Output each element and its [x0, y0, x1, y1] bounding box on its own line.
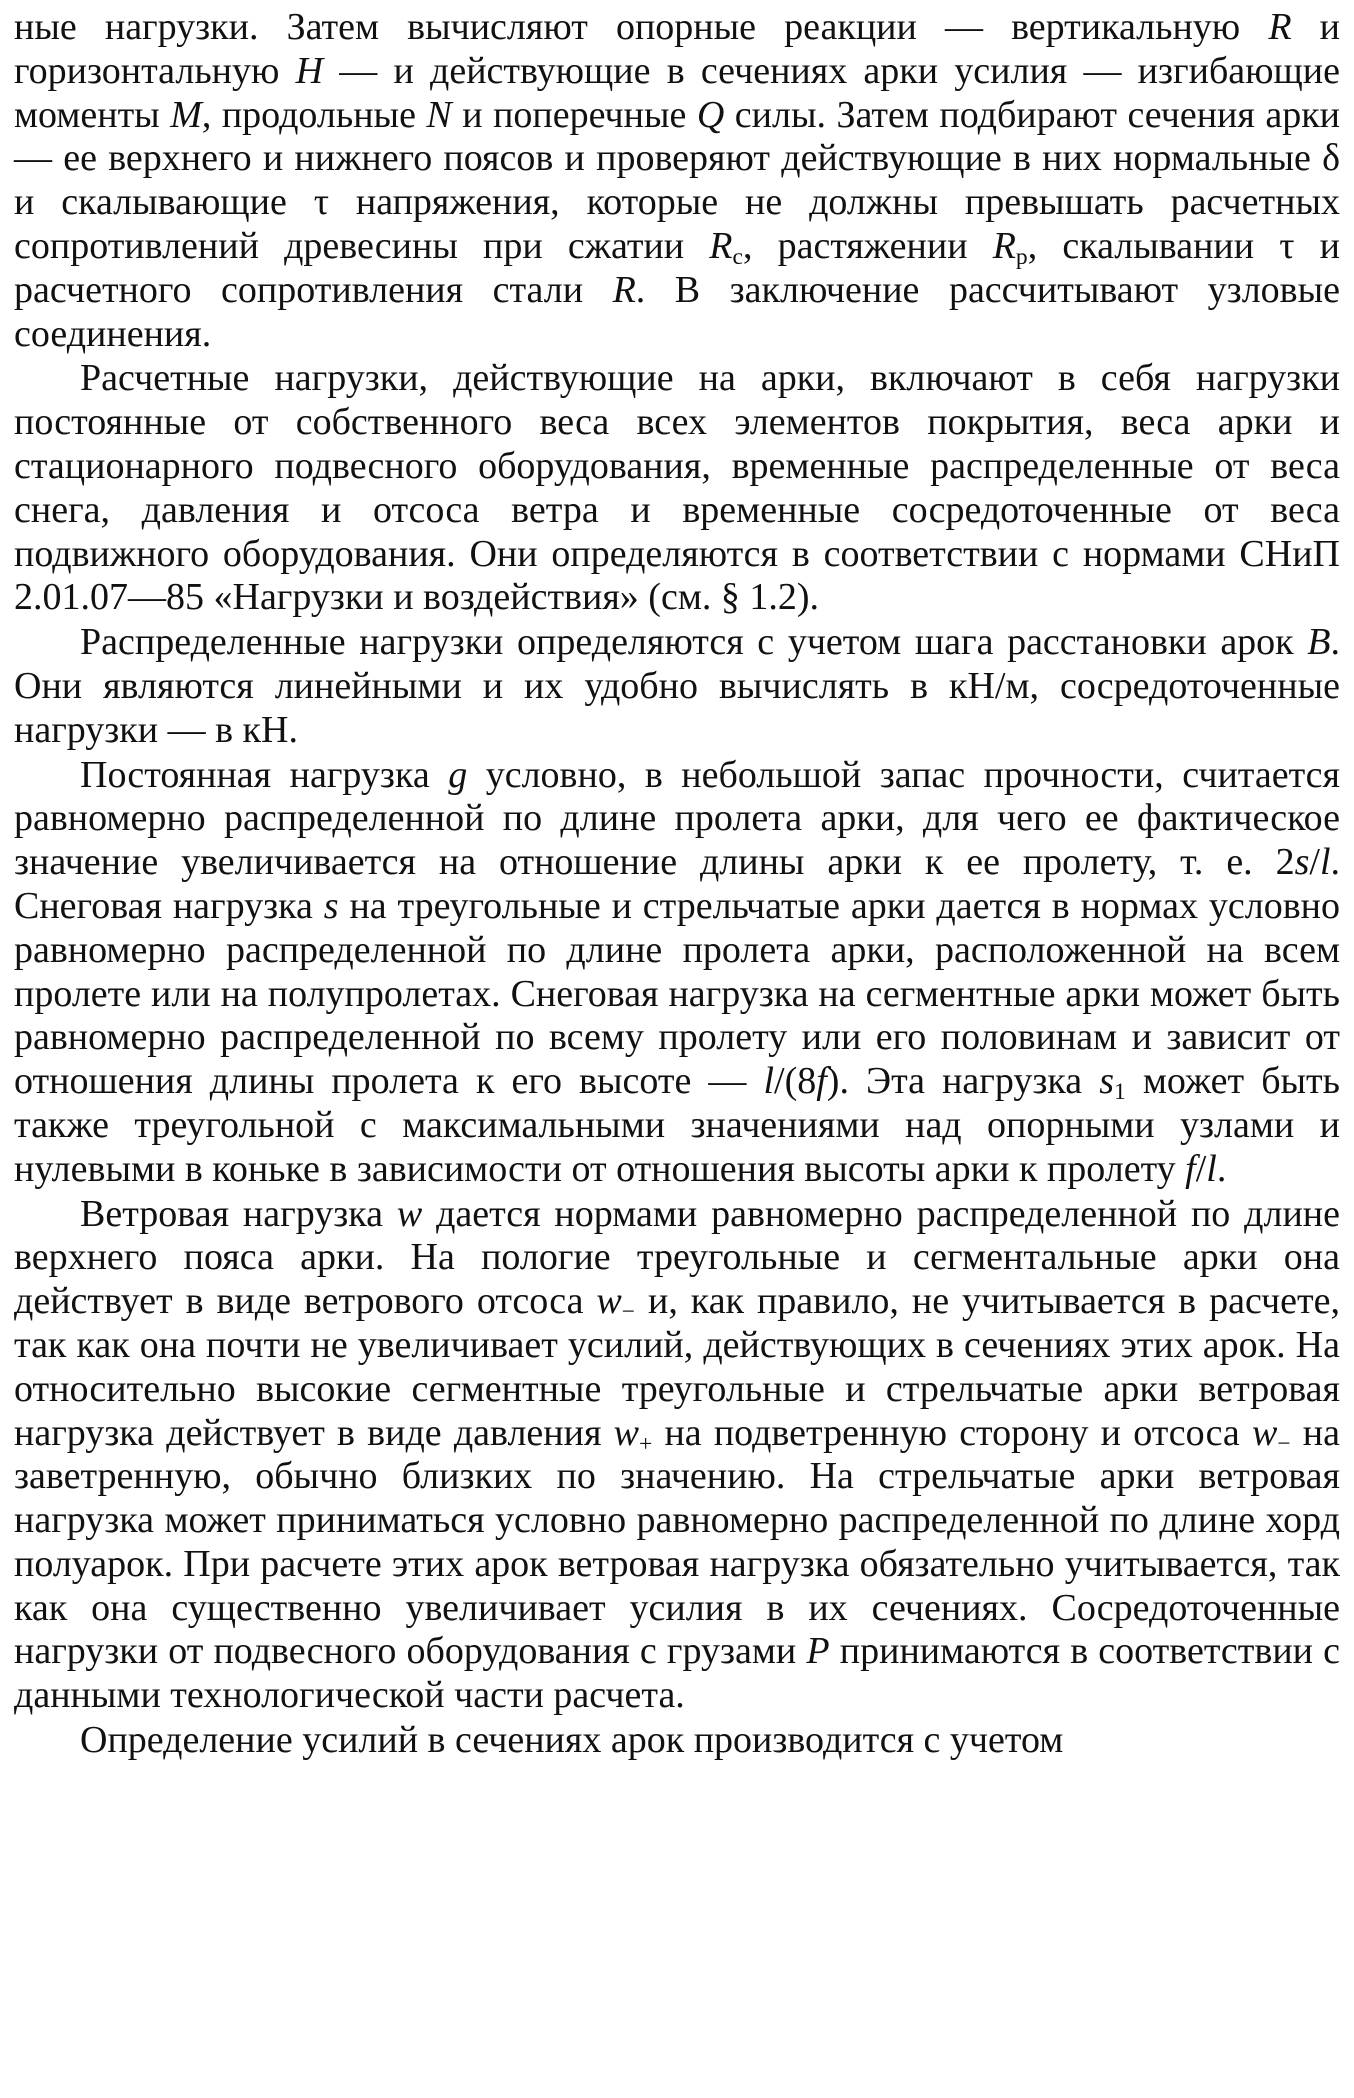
subscript: с — [732, 243, 743, 270]
paragraph-p6 — [14, 1719, 1340, 1763]
text-run: на заветренную, обычно близких по значению. На стрельчатые арки ветровая нагрузка может приниматься условно равномерно распределенной по длине хорд полуарок. При расчете этих арок ветровая нагрузка обязательно учитывается, так как она существенно увеличивает усилия в их сечениях. Сосредоточенные нагрузки от подвесного оборудования с грузами — [14, 1411, 1340, 1673]
math-variable: l — [1319, 841, 1331, 884]
text-run: /(8 — [774, 1060, 817, 1103]
math-variable: B — [1307, 621, 1331, 664]
text-run: . Они являются линейными и их удобно вычислять в кН/м, сосредоточенные нагрузки — в кН. — [14, 621, 1340, 751]
text-run: дается нормами равномерно распределенной по длине верхнего пояса арки. На пологие треугольные и сегментальные арки она действует в виде ветрового отсоса — [14, 1192, 1340, 1323]
subscript: р — [1015, 243, 1028, 270]
text-run: Постоянная нагрузка — [80, 753, 449, 796]
paragraph-p4 — [14, 754, 1340, 1192]
math-variable: N — [426, 93, 452, 136]
math-variable: w — [396, 1192, 423, 1235]
text-run: , продольные — [201, 93, 427, 136]
paragraph-p5 — [14, 1193, 1340, 1719]
text-run: и, как правило, не учитывается в расчете, так как она почти не увеличивает усилий, действующих в сечениях этих арок. На относительно высокие сегментные треугольные и стрельчатые арки ветровая нагрузка действует в виде давления — [14, 1280, 1340, 1454]
text-run: принимаются в соответствии с данными технологической части расчета. — [14, 1630, 1341, 1717]
text-run: на треугольные и стрельчатые арки дается в нормах условно равномерно распределенной по длине пролета арки, расположенной на всем пролете или на полупролетах. Снеговая нагрузка на сегментные арки может быть равномерно распределенной по всему пролету или его половинам и зависит от отношения длины пролета к его высоте — — [14, 884, 1340, 1103]
text-run: может быть также треугольной с максимальными значениями над опорными узлами и нулевыми в коньке в зависимости от отношения высоты арки к пролету — [14, 1060, 1340, 1190]
math-variable: f — [816, 1060, 827, 1103]
math-variable: s — [323, 884, 339, 927]
paragraph-p2 — [14, 357, 1340, 620]
math-variable: R — [1268, 6, 1292, 48]
text-run: на подветренную сторону и отсоса — [652, 1411, 1252, 1454]
math-variable: R — [612, 268, 636, 311]
math-variable: g — [448, 753, 468, 796]
text-run: / — [1309, 841, 1320, 884]
math-variable: w — [596, 1280, 622, 1323]
paragraph-p1 — [14, 6, 1340, 356]
text-run: / — [1195, 1147, 1207, 1190]
text-run: ). Эта нагрузка — [826, 1060, 1100, 1103]
math-variable: l — [1206, 1147, 1217, 1190]
text-run: условно, в небольшой запас прочности, считается равномерно распределенной по длине пролета арки, для чего ее фактическое значение увеличивается на отношение длины арки к ее пролету, т. е. 2 — [14, 753, 1340, 884]
text-run: . Снеговая нагрузка — [14, 841, 1340, 927]
text-run: силы. Затем подбирают сечения арки — ее верхнего и нижнего поясов и проверяют действующие в них нормальные δ и скалывающие τ напряжения, которые не должны превышать расчетных сопротивлений древесины при сжатии — [14, 93, 1340, 267]
text-run: . В заключение рассчитывают узловые соединения. — [14, 268, 1340, 355]
text-run: Определение усилий в сечениях арок производится с учетом — [80, 1719, 1064, 1762]
text-run: и поперечные — [451, 93, 697, 136]
text-run: . — [1216, 1147, 1227, 1190]
subscript: + — [639, 1430, 653, 1457]
text-run: Расчетные нагрузки, действующие на арки, включают в себя нагрузки постоянные от собственного веса всех элементов покрытия, веса арки и стационарного подвесного оборудования, временные распределенные от веса снега, давления и отсоса ветра и временные сосредоточенные от веса подвижного оборудования. Они определяются в соответствии с нормами СНиП 2.01.07—85 «Нагрузки и воздействия» (см. § 1.2). — [14, 357, 1340, 619]
math-variable: l — [763, 1060, 775, 1103]
subscript: − — [1277, 1430, 1291, 1457]
math-variable: Q — [696, 93, 725, 136]
text-run: Распределенные нагрузки определяются с учетом шага расстановки арок — [80, 621, 1308, 664]
math-variable: w — [613, 1411, 639, 1454]
math-variable: R — [992, 224, 1016, 267]
text-run: Ветровая нагрузка — [80, 1192, 397, 1235]
math-variable: s — [1099, 1060, 1114, 1103]
text-run: и горизонтальную — [14, 6, 1341, 92]
math-variable: H — [295, 49, 324, 92]
math-variable: f — [1185, 1147, 1196, 1190]
math-variable: R — [709, 224, 733, 267]
math-variable: M — [170, 93, 202, 136]
math-variable: P — [806, 1630, 830, 1673]
text-body — [14, 6, 1340, 1763]
paragraph-p3 — [14, 621, 1340, 752]
subscript: 1 — [1113, 1079, 1126, 1105]
text-run: ные нагрузки. Затем вычисляют опорные реакции — вертикальную — [14, 6, 1269, 48]
text-run: , скалывании τ и расчетного сопротивления стали — [14, 224, 1340, 311]
math-variable: w — [1251, 1411, 1278, 1454]
text-run: , растяжении — [742, 224, 993, 267]
subscript: − — [621, 1298, 636, 1325]
math-variable: s — [1294, 841, 1310, 884]
text-run: — и действующие в сечениях арки усилия — изгибающие моменты — [14, 49, 1340, 136]
